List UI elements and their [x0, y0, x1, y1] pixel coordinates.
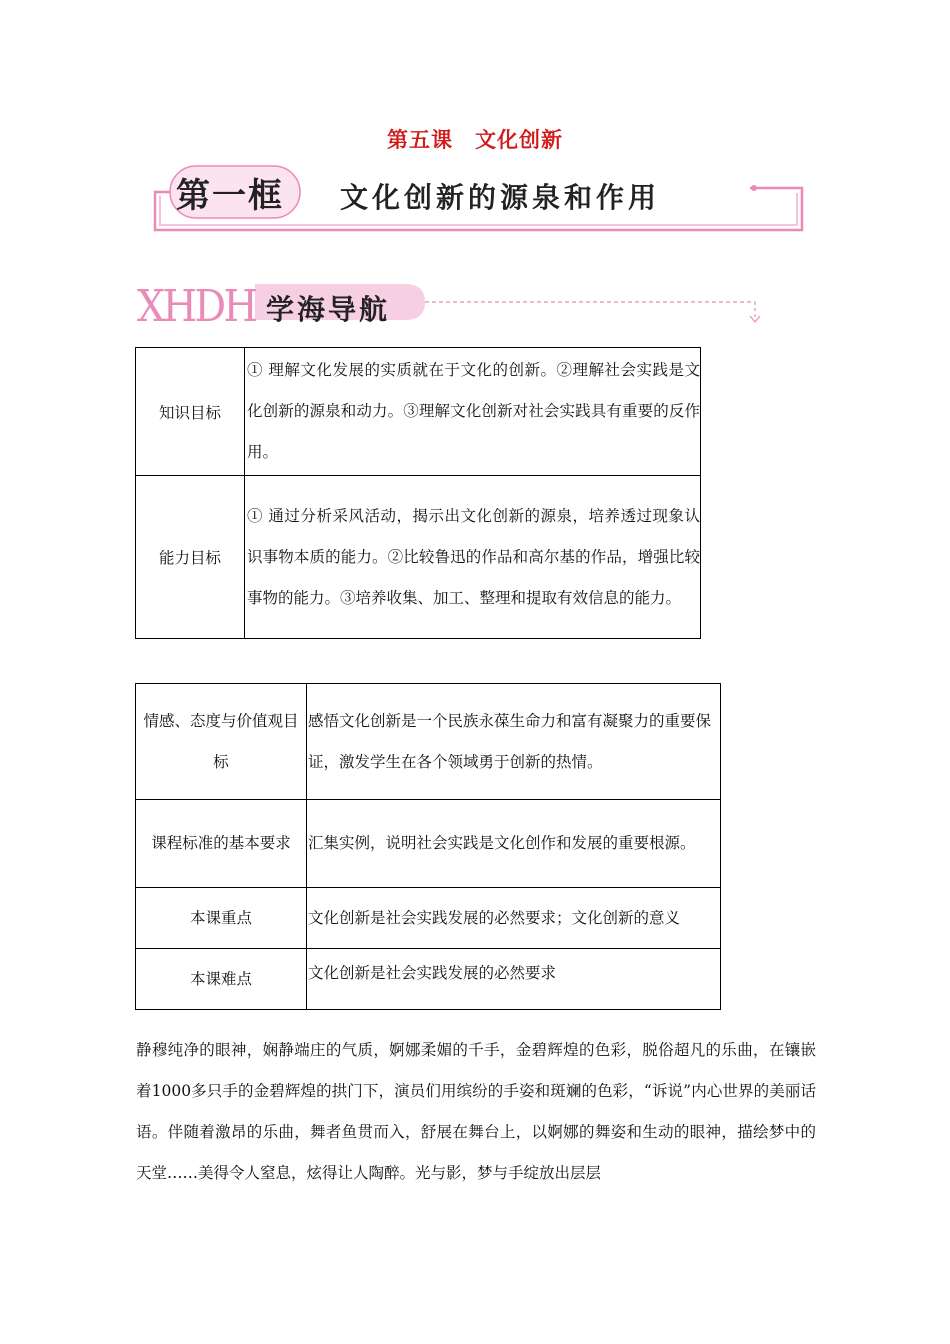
nav-abbr: XHDH	[137, 281, 256, 332]
table-label-cell: 本课重点	[136, 888, 307, 949]
table-label-cell: 知识目标	[136, 348, 245, 476]
table-row	[136, 888, 721, 949]
lesson-title: 第五课 文化创新	[387, 127, 563, 152]
table-row	[136, 348, 701, 476]
table-content-cell: ① 通过分析采风活动，揭示出文化创新的源泉，培养透过现象认识事物本质的能力。②比较鲁迅的作品和高尔基的作品，增强比较事物的能力。③培养收集、加工、整理和提取有效信息的能力。	[245, 476, 701, 639]
table-row	[136, 949, 721, 1010]
nav-label: 学海导航	[266, 293, 391, 326]
table-label-cell: 课程标准的基本要求	[136, 800, 307, 888]
table-label-cell: 本课难点	[136, 949, 307, 1010]
table-label-cell: 情感、态度与价值观目标	[136, 684, 307, 800]
table-content-cell: 文化创新是社会实践发展的必然要求；文化创新的意义	[307, 888, 721, 949]
frame-title: 文化创新的源泉和作用	[340, 181, 661, 214]
table-row	[136, 476, 701, 639]
standards-table	[135, 683, 721, 1010]
table-content-cell: 感悟文化创新是一个民族永葆生命力和富有凝聚力的重要保证，激发学生在各个领域勇于创新的热情。	[307, 684, 721, 800]
table-content-cell: 汇集实例，说明社会实践是文化创作和发展的重要根源。	[307, 800, 721, 888]
intro-paragraph: 静穆纯净的眼神，娴静端庄的气质，婀娜柔媚的千手，金碧辉煌的色彩，脱俗超凡的乐曲，在镶嵌着1000多只手的金碧辉煌的拱门下，演员们用缤纷的手姿和斑斓的色彩，“诉说”内心世界的美丽话语。伴随着激昂的乐曲，舞者鱼贯而入，舒展在舞台上，以婀娜的舞姿和生动的眼神，描绘梦中的天堂……美得令人窒息，炫得让人陶醉。光与影，梦与手绽放出层层	[136, 1041, 816, 1182]
goals-table	[135, 347, 701, 639]
table-content-cell: 文化创新是社会实践发展的必然要求	[307, 949, 721, 1010]
table-content-cell: ① 理解文化发展的实质就在于文化的创新。②理解社会实践是文化创新的源泉和动力。③理解文化创新对社会实践具有重要的反作用。	[245, 348, 701, 476]
table-row	[136, 684, 721, 800]
frame-label: 第一框	[176, 176, 284, 216]
table-label-cell: 能力目标	[136, 476, 245, 639]
table-row	[136, 800, 721, 888]
